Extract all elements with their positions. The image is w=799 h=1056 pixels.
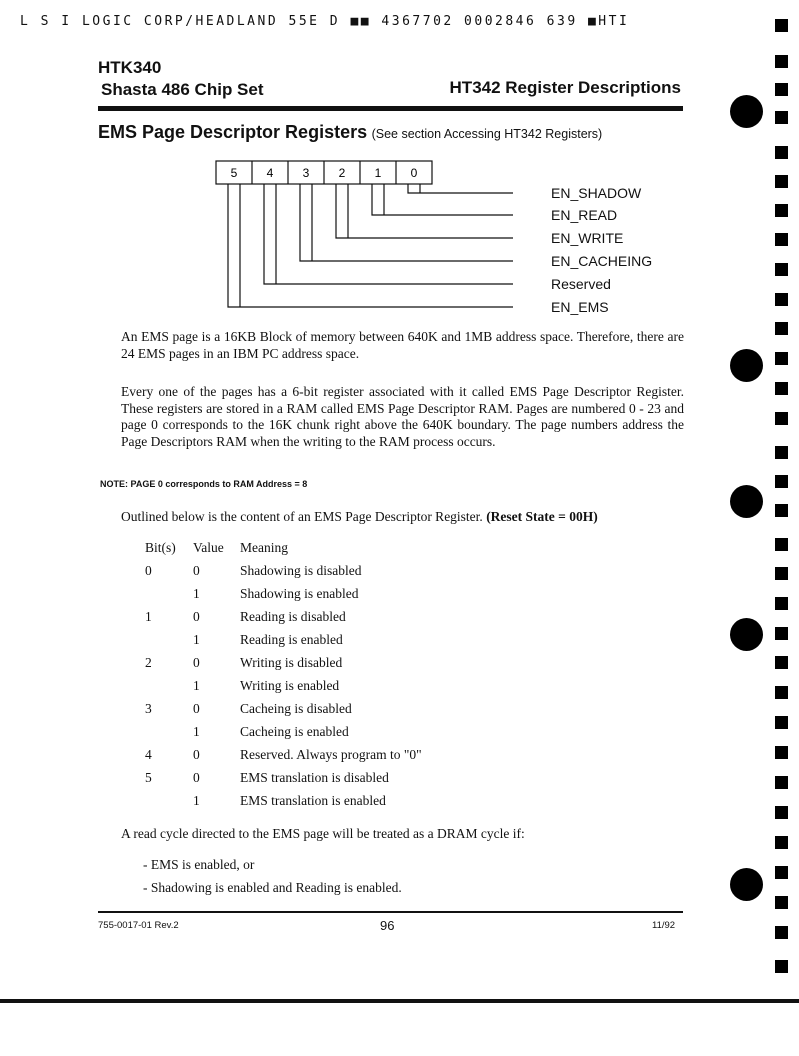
punch-hole	[730, 349, 763, 382]
page-heading-title: EMS Page Descriptor Registers	[98, 122, 368, 142]
bit3-connector	[300, 184, 513, 261]
scan-mark	[775, 836, 788, 849]
table-cell-value: 1	[193, 586, 200, 601]
table-cell-value: 1	[193, 632, 200, 647]
table-cell-bit: 0	[145, 563, 152, 578]
scan-mark	[775, 446, 788, 459]
bit-number-4: 4	[266, 166, 274, 180]
table-cell-value: 0	[193, 655, 200, 670]
section-title: HT342 Register Descriptions	[449, 78, 681, 97]
scan-mark	[775, 263, 788, 276]
table-cell-value: 0	[193, 770, 200, 785]
bit-number-2: 2	[338, 166, 346, 180]
table-cell-meaning: Writing is enabled	[240, 678, 340, 693]
bit5-connector	[228, 184, 513, 307]
table-intro-text: Outlined below is the content of an EMS Page Descriptor Register.	[121, 509, 483, 524]
scan-mark	[775, 504, 788, 517]
table-cell-meaning: Shadowing is disabled	[240, 563, 362, 578]
bit-number-5: 5	[230, 166, 238, 180]
table-header-meaning: Meaning	[240, 540, 288, 555]
paragraph-page-descriptor: Every one of the pages has a 6-bit register associated with it called EMS Page Descriptor Register. These registers are stored in a RAM called EMS Page Descriptor RAM. Pages are numbered 0 - 23 and page 0 corresponds to the 16K chunk right above the 640K boundary. The page numbers address the Page Descriptors RAM when the writing to the RAM process occurs.	[121, 384, 684, 449]
bit-number-3: 3	[302, 166, 310, 180]
table-cell-meaning: Reading is enabled	[240, 632, 343, 647]
table-cell-value: 0	[193, 701, 200, 716]
scan-mark	[775, 382, 788, 395]
scan-mark	[775, 776, 788, 789]
condition-item: - EMS is enabled, or	[143, 857, 255, 872]
table-cell-value: 1	[193, 678, 200, 693]
page-heading-subtitle: (See section Accessing HT342 Registers)	[371, 127, 603, 141]
paragraph-ems-page-size: An EMS page is a 16KB Block of memory between 640K and 1MB address space. Therefore, there are 24 EMS pages in an IBM PC address space.	[121, 329, 684, 361]
table-cell-meaning: Shadowing is enabled	[240, 586, 359, 601]
condition-item: - Shadowing is enabled and Reading is enabled.	[143, 880, 402, 895]
punch-hole	[730, 868, 763, 901]
table-cell-value: 1	[193, 793, 200, 808]
field-label-en-cacheing: EN_CACHEING	[551, 253, 653, 269]
footer-date: 11/92	[652, 920, 676, 931]
bit1-connector	[372, 184, 513, 215]
scan-mark	[775, 293, 788, 306]
table-header-bits: Bit(s)	[145, 540, 176, 555]
scan-mark	[775, 627, 788, 640]
scan-mark	[775, 960, 788, 973]
punch-hole	[730, 95, 763, 128]
footer-rule	[98, 911, 683, 913]
table-cell-bit: 2	[145, 655, 152, 670]
table-cell-bit: 3	[145, 701, 152, 716]
scan-mark	[775, 55, 788, 68]
scan-mark	[775, 19, 788, 32]
table-cell-value: 0	[193, 563, 200, 578]
reset-state-text: (Reset State = 00H)	[486, 509, 598, 524]
scan-mark	[775, 204, 788, 217]
table-intro	[121, 509, 598, 525]
table-cell-meaning: Cacheing is enabled	[240, 724, 349, 739]
condition-lead: A read cycle directed to the EMS page will be treated as a DRAM cycle if:	[121, 826, 525, 841]
scan-mark	[775, 567, 788, 580]
scan-mark	[775, 175, 788, 188]
field-label-en-ems: EN_EMS	[551, 299, 609, 315]
scan-edge-bar	[0, 999, 799, 1003]
scan-mark	[775, 538, 788, 551]
table-cell-value: 0	[193, 609, 200, 624]
table-cell-meaning: EMS translation is enabled	[240, 793, 386, 808]
table-cell-bit: 5	[145, 770, 152, 785]
scan-header-text: L S I LOGIC CORP/HEADLAND 55E D ■■ 4367702 0002846 639 ■HTI	[20, 14, 630, 29]
table-cell-bit: 1	[145, 609, 152, 624]
bit4-connector	[264, 184, 513, 284]
scan-mark	[775, 475, 788, 488]
register-bit-diagram	[0, 0, 799, 330]
table-cell-bit: 4	[145, 747, 152, 762]
field-label-en-shadow: EN_SHADOW	[551, 185, 642, 201]
table-cell-meaning: Cacheing is disabled	[240, 701, 352, 716]
scan-mark	[775, 896, 788, 909]
table-header-value: Value	[193, 540, 224, 555]
bit-number-1: 1	[374, 166, 382, 180]
bit2-connector	[336, 184, 513, 238]
bit-number-0: 0	[410, 166, 418, 180]
scan-mark	[775, 597, 788, 610]
table-cell-meaning: Writing is disabled	[240, 655, 343, 670]
field-label-en-write: EN_WRITE	[551, 230, 624, 246]
table-cell-meaning: Reading is disabled	[240, 609, 346, 624]
table-cell-meaning: Reserved. Always program to "0"	[240, 747, 422, 762]
scan-mark	[775, 322, 788, 335]
footer-page-number: 96	[380, 918, 395, 933]
punch-hole	[730, 485, 763, 518]
scan-mark	[775, 656, 788, 669]
field-label-reserved: Reserved	[551, 276, 611, 292]
scan-mark	[775, 746, 788, 759]
doc-subtitle: Shasta 486 Chip Set	[101, 80, 264, 99]
scan-mark	[775, 233, 788, 246]
scan-mark	[775, 412, 788, 425]
scan-mark	[775, 352, 788, 365]
field-label-en-read: EN_READ	[551, 207, 618, 223]
bit0-connector	[408, 184, 513, 193]
scan-mark	[775, 686, 788, 699]
table-cell-value: 0	[193, 747, 200, 762]
note-text: NOTE: PAGE 0 corresponds to RAM Address = 8	[100, 479, 308, 489]
scan-mark	[775, 806, 788, 819]
footer-doc-number: 755-0017-01 Rev.2	[98, 920, 179, 931]
table-cell-value: 1	[193, 724, 200, 739]
table-cell-meaning: EMS translation is disabled	[240, 770, 389, 785]
scan-mark	[775, 111, 788, 124]
scan-mark	[775, 716, 788, 729]
scan-mark	[775, 926, 788, 939]
punch-hole	[730, 618, 763, 651]
scan-mark	[775, 83, 788, 96]
scan-mark	[775, 866, 788, 879]
doc-product-title: HTK340	[98, 58, 162, 77]
scan-mark	[775, 146, 788, 159]
